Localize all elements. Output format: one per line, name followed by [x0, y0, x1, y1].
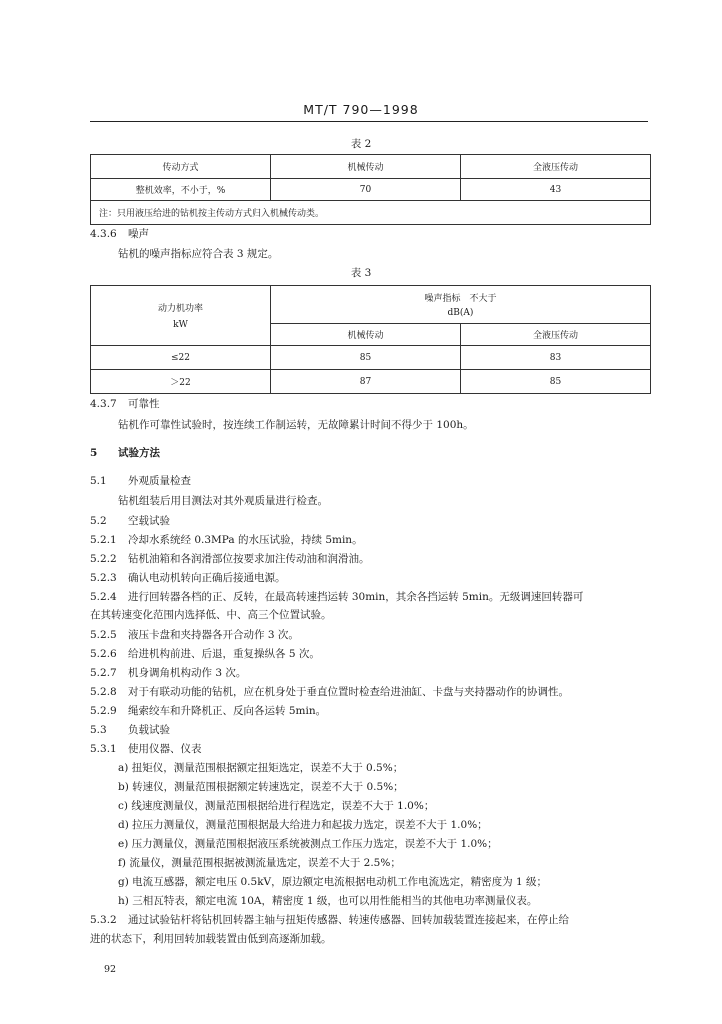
table2-col-mech: 机械传动: [271, 155, 461, 179]
section-5-2-1: [90, 533, 363, 547]
table3-mech-cell: 87: [271, 370, 461, 394]
table3-col-hyd: 全液压传动: [461, 324, 651, 346]
table3-power-label: 动力机功率: [157, 304, 203, 314]
table2-col-label: 传动方式: [91, 155, 271, 179]
section-5-3-2-continued: 进的状态下，利用回转加载装置由低到高逐渐加载。: [90, 933, 332, 945]
section-title: 使用仪器、仪表: [128, 743, 202, 755]
section-number: 5.2.2: [90, 553, 117, 565]
list-item: e) 压力测量仪，测量范围根据液压系统被测点工作压力选定，误差不大于 1.0%；: [118, 838, 498, 850]
section-text: 通过试验钻杆将钻机回转器主轴与扭矩传感器、转速传感器、回转加载装置连接起来，在停止给: [128, 914, 569, 926]
section-number: 5.3: [90, 724, 107, 736]
list-item: h) 三相瓦特表，额定电流 10A，精密度 1 级，也可以用性能相当的其他电功率测量仪表。: [118, 895, 538, 907]
table2-note-row: [91, 201, 651, 225]
section-5-3-1-heading: [90, 742, 202, 756]
section-number: 4.3.6: [90, 228, 117, 240]
section-title: 噪声: [128, 228, 149, 240]
table3-power-unit: kW: [173, 320, 188, 330]
section-number: 5.3.2: [90, 914, 117, 926]
section-number: 5: [90, 447, 98, 459]
section-text: 机身调角机构动作 3 次。: [128, 667, 247, 679]
section-text: 冷却水系统经 0.3MPa 的水压试验，持续 5min。: [128, 534, 363, 546]
section-number: 5.2.4: [90, 591, 117, 603]
table3-noise-label: 噪声指标 不大于: [424, 294, 497, 304]
section-5-2-3: [90, 571, 286, 585]
table3-power-cell: ≤22: [91, 346, 271, 370]
section-title: 外观质量检查: [128, 475, 191, 487]
header-rule: [90, 121, 648, 122]
section-5-1-text: 钻机组装后用目测法对其外观质量进行检查。: [118, 495, 328, 507]
section-5-3-heading: [90, 723, 170, 737]
section-title: 空载试验: [128, 515, 170, 527]
list-item: d) 拉压力测量仪，测量范围根据最大给进力和起拔力选定，误差不大于 1.0%；: [118, 819, 488, 831]
table3-power-header: [91, 286, 271, 346]
table2-row-hyd: 43: [461, 179, 651, 201]
standard-header: MT/T 790—1998: [303, 102, 419, 117]
section-4-3-6-heading: [90, 227, 149, 241]
section-5-2-4: [90, 590, 583, 604]
list-item: g) 电流互感器，额定电压 0.5kV，原边额定电流根据电动机工作电流选定，精密度为 1 级；: [118, 876, 547, 888]
table2-row: [91, 179, 651, 201]
section-text: 确认电动机转向正确后接通电源。: [128, 572, 286, 584]
section-4-3-7-text: 钻机作可靠性试验时，按连续工作制运转，无故障累计时间不得少于 100h。: [118, 419, 474, 431]
section-5-2-7: [90, 666, 246, 680]
section-5-2-heading: [90, 514, 170, 528]
section-title: 可靠性: [128, 398, 160, 410]
page-number: 92: [104, 964, 117, 975]
table2-note: 注：只用液压给进的钻机按主传动方式归入机械传动类。: [91, 201, 651, 225]
table-row: [91, 370, 651, 394]
table3-mech-cell: 85: [271, 346, 461, 370]
section-5-heading: [90, 446, 160, 460]
section-number: 5.2.6: [90, 648, 117, 660]
section-text: 进行回转器各档的正、反转，在最高转速挡运转 30min，其余各挡运转 5min。无级调速回转器可: [128, 591, 584, 603]
table3-col-mech: 机械传动: [271, 324, 461, 346]
table3-header-row: [91, 286, 651, 324]
table3-noise-header: [271, 286, 651, 324]
section-number: 5.2.1: [90, 534, 117, 546]
section-4-3-7-heading: [90, 397, 160, 411]
section-number: 5.3.1: [90, 743, 117, 755]
list-item: c) 线速度测量仪，测量范围根据给进行程选定，误差不大于 1.0%；: [118, 800, 435, 812]
section-text: 钻机油箱和各润滑部位按要求加注传动油和润滑油。: [128, 553, 370, 565]
table2-row-mech: 70: [271, 179, 461, 201]
table2-caption: 表 2: [350, 138, 372, 150]
table3-noise-unit: dB(A): [447, 308, 474, 318]
list-item: f) 流量仪，测量范围根据被测流量选定，误差不大于 2.5%；: [118, 857, 401, 869]
table3-hyd-cell: 83: [461, 346, 651, 370]
list-item: a) 扭矩仪，测量范围根据额定扭矩选定，误差不大于 0.5%；: [118, 762, 404, 774]
section-5-2-8: [90, 685, 569, 699]
section-number: 5.1: [90, 475, 107, 487]
section-5-2-5: [90, 628, 299, 642]
section-number: 5.2.8: [90, 686, 117, 698]
section-title: 负载试验: [128, 724, 170, 736]
table-row: [91, 346, 651, 370]
table3: [90, 285, 651, 394]
list-item: b) 转速仪，测量范围根据额定转速选定，误差不大于 0.5%；: [118, 781, 404, 793]
section-text: 给进机构前进、后退，重复操纵各 5 次。: [128, 648, 320, 660]
section-number: 5.2.9: [90, 705, 117, 717]
section-number: 4.3.7: [90, 398, 117, 410]
section-number: 5.2.7: [90, 667, 117, 679]
section-number: 5.2: [90, 515, 107, 527]
table2: [90, 154, 651, 225]
section-5-2-9: [90, 704, 326, 718]
section-5-2-6: [90, 647, 320, 661]
section-title: 试验方法: [118, 447, 160, 459]
table2-col-hyd: 全液压传动: [461, 155, 651, 179]
table3-hyd-cell: 85: [461, 370, 651, 394]
section-5-1-heading: [90, 474, 191, 488]
section-text: 液压卡盘和夹持器各开合动作 3 次。: [128, 629, 299, 641]
section-number: 5.2.3: [90, 572, 117, 584]
section-5-2-4-continued: 在其转速变化范围内选择低、中、高三个位置试验。: [90, 609, 332, 621]
section-text: 绳索绞车和升降机正、反向各运转 5min。: [128, 705, 327, 717]
table3-power-cell: ＞22: [91, 370, 271, 394]
section-5-3-2: [90, 913, 569, 927]
table3-caption: 表 3: [350, 267, 372, 279]
section-4-3-6-text: 钻机的噪声指标应符合表 3 规定。: [118, 248, 279, 260]
section-text: 对于有联动功能的钻机，应在机身处于垂直位置时检查给进油缸、卡盘与夹持器动作的协调性。: [128, 686, 569, 698]
section-number: 5.2.5: [90, 629, 117, 641]
table2-row-label: 整机效率，不小于，%: [91, 179, 271, 201]
table2-header-row: [91, 155, 651, 179]
section-5-2-2: [90, 552, 370, 566]
